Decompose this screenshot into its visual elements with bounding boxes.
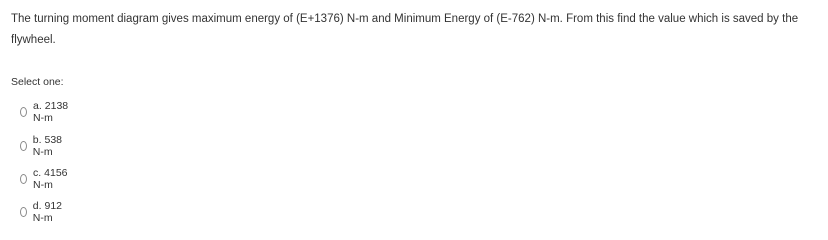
option-a-letter: a.	[33, 100, 42, 112]
radio-a[interactable]	[20, 107, 27, 117]
option-c[interactable]	[20, 167, 71, 191]
option-c-letter: c.	[32, 167, 42, 179]
radio-d[interactable]	[20, 207, 27, 217]
option-b[interactable]	[20, 134, 65, 158]
select-one-label: Select one:	[11, 76, 64, 88]
option-b-text	[33, 134, 66, 158]
option-a-value: 2138 N-m	[33, 100, 69, 124]
option-b-value: 538 N-m	[32, 134, 63, 158]
option-d-value: 912 N-m	[32, 200, 63, 224]
option-a[interactable]	[20, 100, 71, 124]
option-c-text	[33, 167, 71, 191]
radio-c[interactable]	[20, 174, 27, 184]
radio-b[interactable]	[20, 141, 27, 151]
option-d-text	[33, 200, 66, 224]
option-b-letter: b.	[32, 134, 42, 146]
option-d-letter: d.	[32, 200, 42, 212]
option-c-value: 4156 N-m	[32, 167, 68, 191]
question-text: The turning moment diagram gives maximum energy of (E+1376) N-m and Minimum Energy of (E-762) N-m. From this find the value which is saved by the flywheel.	[11, 13, 799, 46]
option-a-text	[33, 100, 71, 124]
option-d[interactable]	[20, 200, 65, 224]
